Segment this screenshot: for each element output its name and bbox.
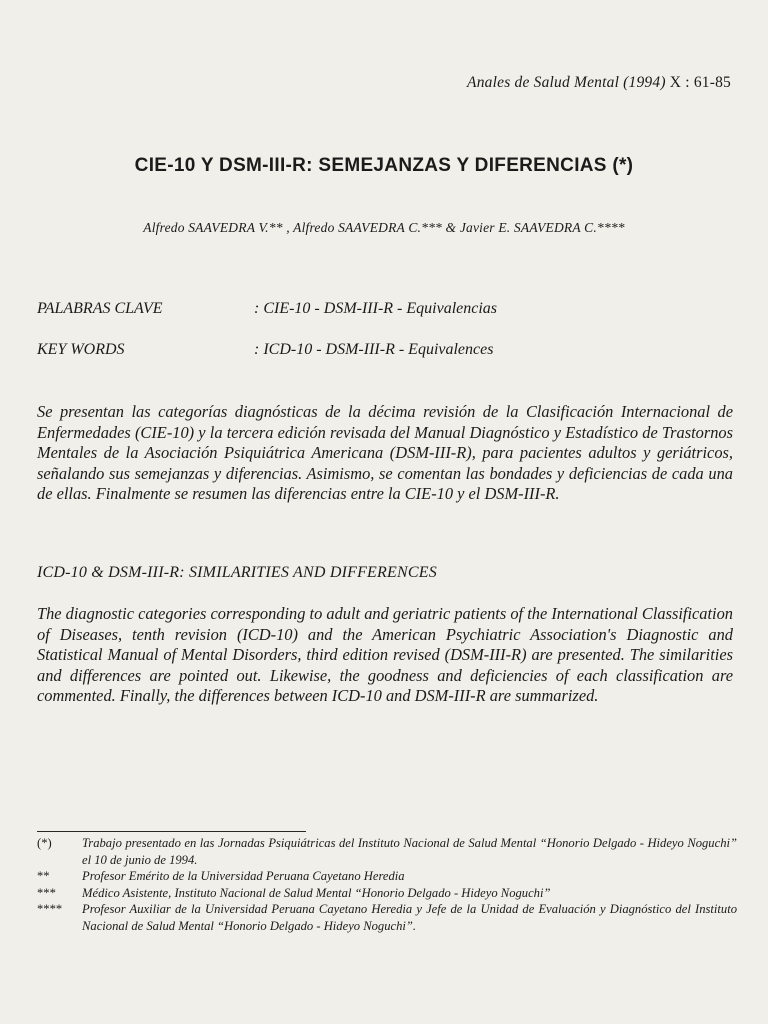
footnote-text: Médico Asistente, Instituto Nacional de Salud Mental “Honorio Delgado - Hideyo Noguchi”: [82, 885, 551, 900]
keywords-spanish-label: PALABRAS CLAVE: [37, 300, 163, 317]
paper-title: CIE-10 Y DSM-III-R: SEMEJANZAS Y DIFERENCIAS (*): [134, 155, 634, 176]
keywords-english-label: KEY WORDS: [37, 341, 125, 358]
footnote-mark: ***: [37, 885, 56, 900]
footnotes: [37, 835, 737, 935]
footnote-mark: (*): [37, 836, 52, 850]
keywords-spanish-value: : CIE-10 - DSM-III-R - Equivalencias: [254, 300, 498, 317]
footnote: [37, 901, 737, 934]
footnote-divider: [37, 831, 306, 832]
footnote-text: Trabajo presentado en las Jornadas Psiquiátricas del Instituto Nacional de Salud Mental “Honorio Delgado - Hideyo Noguchi” el 10 de junio de 1994.: [82, 836, 737, 867]
volume-pages: X : 61-85: [669, 74, 731, 91]
footnote: [37, 835, 737, 868]
footnote: [37, 885, 737, 902]
footnote-mark: ****: [37, 902, 63, 917]
english-title: ICD-10 & DSM-III-R: SIMILARITIES AND DIFFERENCES: [37, 564, 437, 581]
footnote-text: Profesor Emérito de la Universidad Peruana Cayetano Heredia: [82, 869, 405, 884]
journal-name: Anales de Salud Mental (1994): [467, 74, 666, 91]
author-list: Alfredo SAAVEDRA V.** , Alfredo SAAVEDRA C.*** & Javier E. SAAVEDRA C.****: [143, 220, 625, 235]
abstract-spanish: Se presentan las categorías diagnósticas de la décima revisión de la Clasificación Internacional de Enfermedades (CIE-10) y la tercera edición revisada del Manual Diagnóstico y Estadístico de Trastornos Mentales de la Asociación Psiquiátrica Americana (DSM-III-R), para pacientes adultos y geriátricos, señalando sus semejanzas y diferencias. Asimismo, se comentan las bondades y deficiencias de cada una de ellas. Finalmente se resumen las diferencias entre la CIE-10 y el DSM-III-R.: [37, 402, 733, 504]
abstract-english: The diagnostic categories corresponding to adult and geriatric patients of the International Classification of Diseases, tenth revision (ICD-10) and the American Psychiatric Association's Diagnostic and Statistical Manual of Mental Disorders, third edition revised (DSM-III-R) are presented. The similarities and differences are pointed out. Likewise, the goodness and deficiencies of each classification are commented. Finally, the differences between ICD-10 and DSM-III-R are summarized.: [37, 604, 733, 706]
keywords-english-value: : ICD-10 - DSM-III-R - Equivalences: [254, 341, 494, 358]
footnote: [37, 868, 737, 885]
footnote-mark: **: [37, 869, 50, 884]
footnote-text: Profesor Auxiliar de la Universidad Peruana Cayetano Heredia y Jefe de la Unidad de Evaluación y Diagnóstico del Instituto Nacional de Salud Mental “Honorio Delgado - Hideyo Noguchi”.: [82, 902, 737, 933]
journal-citation: [467, 74, 731, 92]
